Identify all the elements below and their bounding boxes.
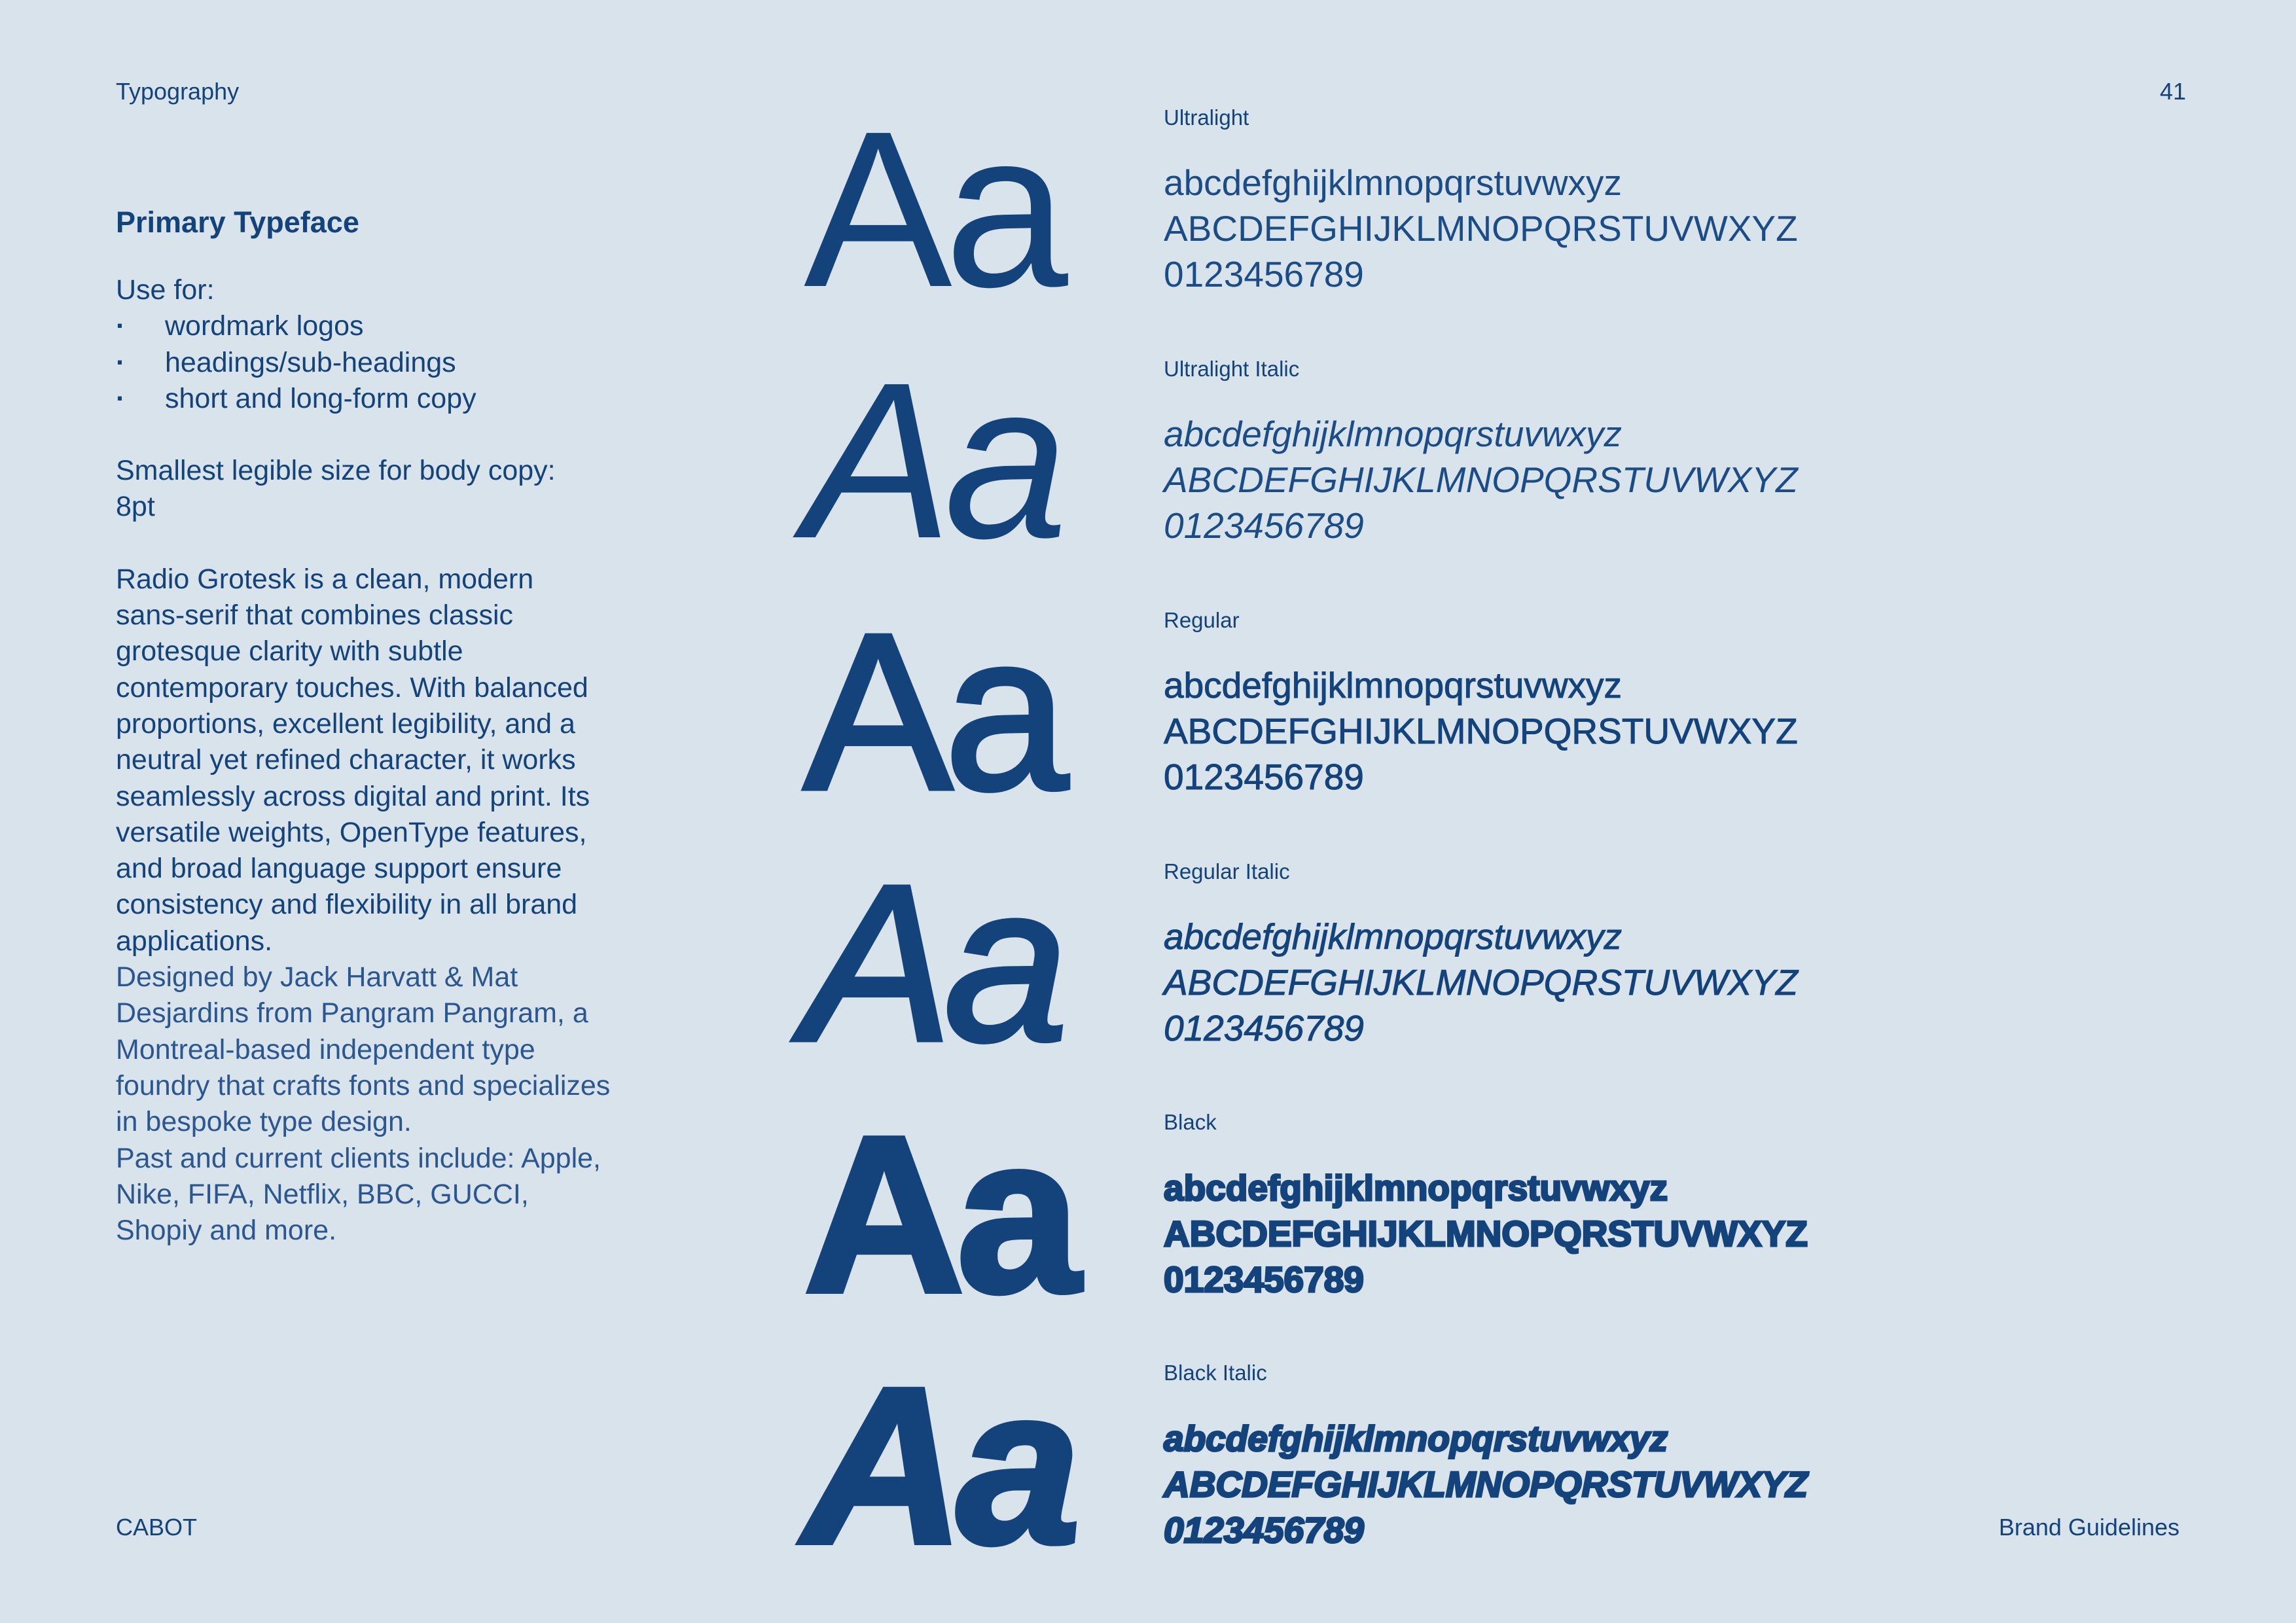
lowercase-glyphs: abcdefghijklmnopqrstuvwxyz bbox=[1164, 1418, 1668, 1459]
weight-label-black-italic: Black Italic bbox=[1164, 1361, 1267, 1385]
glyph-set-black bbox=[1164, 1165, 1808, 1302]
client-list: Past and current clients include: Apple, Nike, FIFA, Netflix, BBC, GUCCI, Shopiy and more. bbox=[116, 1142, 601, 1247]
uppercase-glyphs: ABCDEFGHIJKLMNOPQRSTUVWXYZ bbox=[1164, 962, 1798, 1003]
glyph-set-regular bbox=[1164, 662, 1798, 800]
specimen-sample-regular: Aa bbox=[804, 588, 1060, 836]
page-number: 41 bbox=[2160, 78, 2187, 105]
uppercase-glyphs: ABCDEFGHIJKLMNOPQRSTUVWXYZ bbox=[1164, 1213, 1808, 1254]
digit-glyphs: 0123456789 bbox=[1164, 1510, 1364, 1550]
glyph-set-regular-italic bbox=[1164, 914, 1798, 1051]
specimen-sample-ultralight: Aa bbox=[804, 85, 1060, 334]
lowercase-glyphs: abcdefghijklmnopqrstuvwxyz bbox=[1164, 916, 1623, 957]
uppercase-glyphs: ABCDEFGHIJKLMNOPQRSTUVWXYZ bbox=[1164, 711, 1798, 751]
list-item: · headings/sub-headings bbox=[116, 345, 626, 381]
specimen-sample-black: Aa bbox=[804, 1090, 1073, 1339]
digit-glyphs: 0123456789 bbox=[1164, 1259, 1364, 1300]
lowercase-glyphs: abcdefghijklmnopqrstuvwxyz bbox=[1164, 414, 1623, 454]
use-for-label: Use for: bbox=[116, 274, 215, 306]
intro-column bbox=[116, 204, 626, 1249]
specimen-sample-regular-italic: Aa bbox=[804, 839, 1060, 1088]
glyph-set-ultralight-italic bbox=[1164, 411, 1798, 548]
digit-glyphs: 0123456789 bbox=[1164, 254, 1364, 294]
lowercase-glyphs: abcdefghijklmnopqrstuvwxyz bbox=[1164, 162, 1623, 203]
digit-glyphs: 0123456789 bbox=[1164, 505, 1364, 546]
list-item: · short and long-form copy bbox=[116, 381, 626, 417]
lowercase-glyphs: abcdefghijklmnopqrstuvwxyz bbox=[1164, 1168, 1668, 1208]
lowercase-glyphs: abcdefghijklmnopqrstuvwxyz bbox=[1164, 665, 1623, 705]
digit-glyphs: 0123456789 bbox=[1164, 757, 1364, 797]
uppercase-glyphs: ABCDEFGHIJKLMNOPQRSTUVWXYZ bbox=[1164, 1464, 1808, 1505]
smallest-size-label: Smallest legible size for body copy: bbox=[116, 455, 556, 487]
footer-brand: CABOT bbox=[116, 1514, 198, 1541]
weight-label-regular: Regular bbox=[1164, 608, 1240, 632]
uppercase-glyphs: ABCDEFGHIJKLMNOPQRSTUVWXYZ bbox=[1164, 208, 1798, 249]
designer-credit: Designed by Jack Harvatt & Mat Desjardins from Pangram Pangram, a Montreal-based independent type foundry that crafts fonts and specializes in bespoke type design. bbox=[116, 961, 611, 1138]
footer-document-title: Brand Guidelines bbox=[1998, 1514, 2179, 1541]
typeface-description: Radio Grotesk is a clean, modern sans-serif that combines classic grotesque clarity with subtle contemporary touches. With balanced proportions, excellent legibility, and a neutral yet refined character, it works seamlessly across digital and print. Its versatile weights, OpenType features, and broad language support ensure consistency and flexibility in all brand applications. bbox=[116, 563, 590, 957]
weight-label-ultralight-italic: Ultralight Italic bbox=[1164, 357, 1300, 381]
weight-label-black: Black bbox=[1164, 1110, 1217, 1134]
page-title: Primary Typeface bbox=[116, 205, 359, 239]
use-list bbox=[116, 308, 626, 417]
uppercase-glyphs: ABCDEFGHIJKLMNOPQRSTUVWXYZ bbox=[1164, 459, 1798, 500]
glyph-set-black-italic bbox=[1164, 1416, 1808, 1553]
section-header: Typography bbox=[116, 78, 240, 105]
smallest-size-value: 8pt bbox=[116, 491, 155, 523]
specimen-sample-ultralight-italic: Aa bbox=[804, 336, 1060, 585]
weight-label-ultralight: Ultralight bbox=[1164, 105, 1249, 130]
digit-glyphs: 0123456789 bbox=[1164, 1008, 1364, 1048]
specimen-sample-black-italic: Aa bbox=[804, 1342, 1073, 1590]
weight-label-regular-italic: Regular Italic bbox=[1164, 859, 1290, 883]
list-item: · wordmark logos bbox=[116, 308, 626, 344]
glyph-set-ultralight bbox=[1164, 160, 1798, 297]
